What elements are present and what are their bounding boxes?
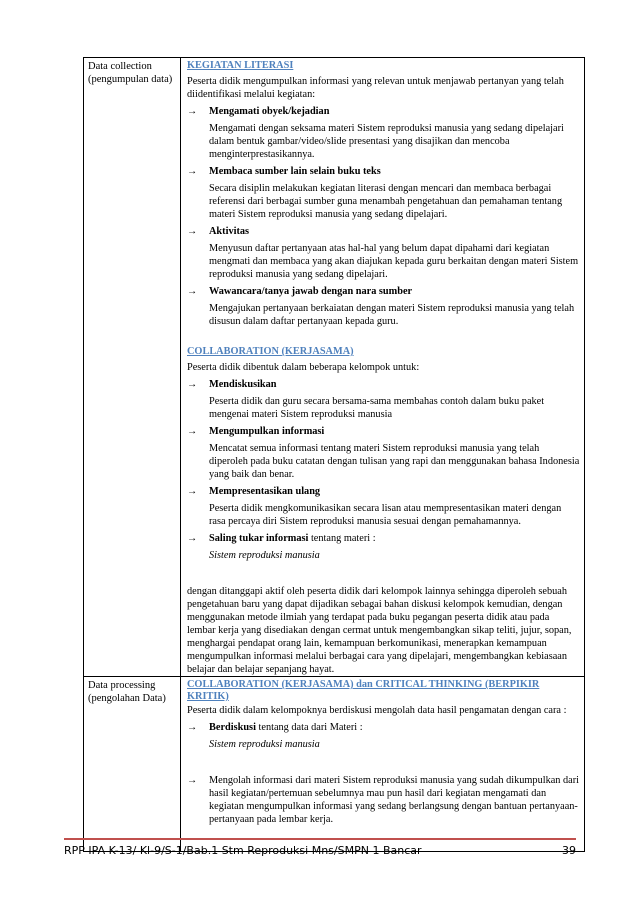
collaboration-item-title: Mendiskusikan — [209, 379, 277, 390]
arrow-icon: → — [187, 286, 198, 297]
data-processing-label: Data processing (pengolahan Data) — [84, 677, 181, 852]
lesson-plan-table — [83, 57, 585, 852]
literasi-item-title: Membaca sumber lain selain buku teks — [209, 166, 381, 177]
data-collection-label: Data collection (pengumpulan data) — [84, 58, 181, 677]
footer-title: RPP IPA K-13/ Kl-9/S-1/Bab.1 Stm Reproduksi Mns/SMPN 1 Bancar — [64, 844, 422, 857]
literasi-item-body: Secara disiplin melakukan kegiatan literasi dengan mencari dan membaca berbagai referensi dari berbagai sumber guna menambah pengetahuan dan pemahaman tentang materi Sistem reproduksi manusia yang sedang dipelajari. — [209, 183, 563, 220]
discuss-title: Berdiskusi — [209, 722, 256, 733]
literasi-item-title: Aktivitas — [209, 226, 250, 237]
arrow-icon: → — [187, 426, 198, 437]
literasi-item — [187, 285, 580, 328]
data-collection-content — [181, 58, 585, 677]
arrow-icon: → — [187, 166, 198, 177]
literasi-item — [187, 165, 580, 221]
process-item — [187, 774, 580, 826]
collaboration-item — [187, 425, 580, 481]
literasi-item — [187, 105, 580, 161]
literasi-intro: Peserta didik mengumpulkan informasi yang relevan untuk menjawab pertanyan yang telah diidentifikasi melalui kegiatan: — [187, 76, 564, 100]
arrow-icon: → — [187, 775, 198, 786]
arrow-icon: → — [187, 379, 198, 390]
literasi-item — [187, 225, 580, 281]
exchange-title: Saling tukar informasi — [209, 533, 309, 544]
arrow-icon: → — [187, 486, 198, 497]
data-collection-row — [84, 58, 585, 677]
collaboration-item-title: Mempresentasikan ulang — [209, 486, 321, 497]
collaboration-intro: Peserta didik dibentuk dalam beberapa kelompok untuk: — [187, 362, 420, 373]
arrow-icon: → — [187, 106, 198, 117]
literasi-item-body: Mengamati dengan seksama materi Sistem reproduksi manusia yang sedang dipelajari dalam bentuk gambar/video/slide presentasi yang disajikan dan mencoba menginterprestasikannya. — [209, 123, 564, 160]
data-processing-row — [84, 677, 585, 852]
collaboration-closing: dengan ditanggapi aktif oleh peserta didik dari kelompok lainnya sehingga diperoleh sebuah pengetahuan baru yang dapat dijadikan sebagai bahan diskusi kelompok kemudian, dengan menggunakan metode ilmiah yang terdapat pada buku pegangan peserta didik atau pada lembar kerja yang disediakan dengan cermat untuk mengembangkan sikap teliti, jujur, sopan, menghargai pendapat orang lain, kemampuan berkomunikasi, menerapkan kemampuan mengumpulkan informasi melalui berbagai cara yang dipelajari, mengembangkan kebiasaan belajar dan belajar sepanjang hayat. — [187, 586, 572, 675]
collaboration-heading: COLLABORATION (KERJASAMA) — [187, 346, 354, 357]
collaboration-item — [187, 485, 580, 528]
page-number: 39 — [562, 844, 576, 857]
processing-intro: Peserta didik dalam kelompoknya berdiskusi mengolah data hasil pengamatan dengan cara : — [187, 705, 567, 716]
processing-heading: COLLABORATION (KERJASAMA) dan CRITICAL THINKING (BERPIKIR KRITIK) — [187, 679, 540, 702]
exchange-suffix: tentang materi : — [308, 533, 376, 544]
exchange-item — [187, 532, 580, 562]
page-footer — [64, 838, 576, 862]
literasi-item-title: Wawancara/tanya jawab dengan nara sumber — [209, 286, 413, 297]
collaboration-item — [187, 378, 580, 421]
collaboration-item-title: Mengumpulkan informasi — [209, 426, 325, 437]
literasi-item-body: Menyusun daftar pertanyaan atas hal-hal yang belum dapat dipahami dari kegiatan mengmati dan membaca yang akan diajukan kepada guru berkaitan dengan materi Sistem reproduksi manusia yang sedang dipelajari. — [209, 243, 579, 280]
discuss-item — [187, 721, 580, 751]
collaboration-item-body: Peserta didik dan guru secara bersama-sama membahas contoh dalam buku paket mengenai materi Sistem reproduksi manusia — [209, 396, 545, 420]
collaboration-item-body: Mencatat semua informasi tentang materi Sistem reproduksi manusia yang telah diperoleh pada buku catatan dengan tulisan yang rapi dan menggunakan bahasa Indonesia yang baik dan benar. — [209, 443, 580, 480]
data-processing-content — [181, 677, 585, 852]
process-text: Mengolah informasi dari materi Sistem reproduksi manusia yang sudah dikumpulkan dari hasil kegiatan/pertemuan sebelumnya mau pun hasil dari kegiatan mengamati dan kegiatan mengumpulkan informasi yang sedang berlangsung dengan bantuan pertanyaan-pertanyaan pada lembar kerja. — [209, 775, 580, 825]
literasi-heading: KEGIATAN LITERASI — [187, 60, 294, 71]
exchange-topic: Sistem reproduksi manusia — [209, 550, 320, 561]
literasi-item-body: Mengajukan pertanyaan berkaiatan dengan materi Sistem reproduksi manusia yang telah disusun dalam daftar pertanyaan kepada guru. — [209, 303, 575, 327]
arrow-icon: → — [187, 722, 198, 733]
arrow-icon: → — [187, 226, 198, 237]
arrow-icon: → — [187, 533, 198, 544]
literasi-item-title: Mengamati obyek/kejadian — [209, 106, 330, 117]
collaboration-item-body: Peserta didik mengkomunikasikan secara lisan atau mempresentasikan materi dengan rasa percaya diri Sistem reproduksi manusia sesuai dengan pemahamannya. — [209, 503, 562, 527]
discuss-suffix: tentang data dari Materi : — [255, 722, 363, 733]
discuss-topic: Sistem reproduksi manusia — [209, 739, 320, 750]
